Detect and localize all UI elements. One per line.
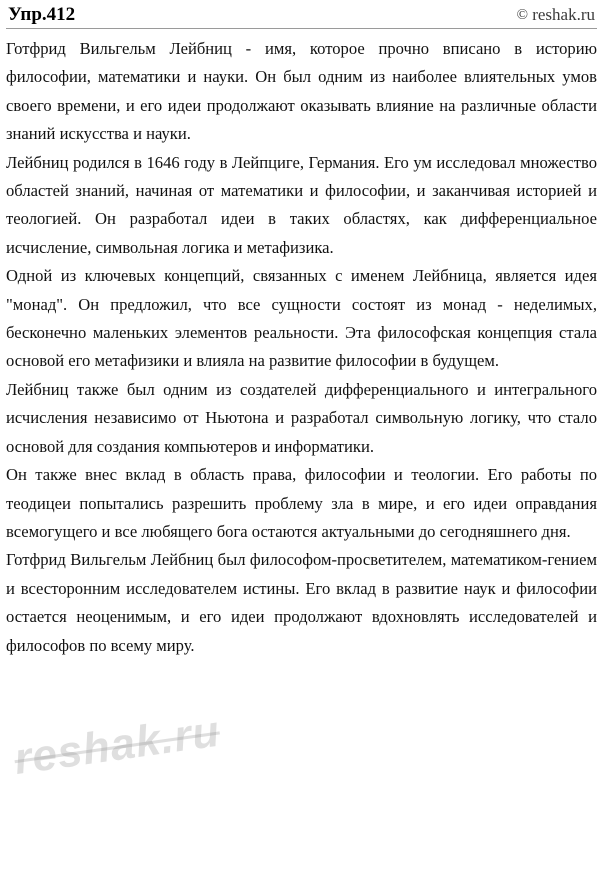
paragraph: Лейбниц родился в 1646 году в Лейпциге, Германия. Его ум исследовал множество областей знаний, начиная от математики и философии, и заканчивая историей и теологией. Он разработал идеи в таких областях, как дифференциальное исчисление, символьная логика и метафизика. — [6, 152, 597, 257]
page-header — [6, 4, 597, 29]
watermark — [11, 707, 223, 785]
paragraph: Он также внес вклад в область права, философии и теологии. Его работы по теодицеи попытались разрешить проблему зла в мире, и его идеи оправдания всемогущего и все любящего бога остаются актуальными до сегодняшнего дня. — [6, 465, 597, 541]
paragraph: Одной из ключевых концепций, связанных с именем Лейбница, является идея "монад". Он предложил, что все сущности состоят из монад - неделимых, бесконечно маленьких элементов реальности. Эта философская концепция стала основой его метафизики и влияла на развитие философии в будущем. — [6, 266, 597, 371]
site-brand-label: reshak.ru — [527, 5, 595, 24]
page-title: Упр.412 — [8, 4, 76, 25]
site-brand — [517, 5, 595, 25]
copyright-icon: © — [516, 7, 528, 23]
paragraph: Готфрид Вильгельм Лейбниц - имя, которое прочно вписано в историю философии, математики и науки. Он был одним из наиболее влиятельных умов своего времени, и его идеи продолжают оказывать влияние на различные области знаний искусства и науки. — [6, 39, 597, 144]
paragraph: Лейбниц также был одним из создателей дифференциального и интегрального исчисления независимо от Ньютона и разработал символьную логику, что стало основой для создания компьютеров и информатики. — [6, 379, 597, 456]
watermark-label: reshak.ru — [11, 706, 223, 785]
paragraph: Готфрид Вильгельм Лейбниц был философом-просветителем, математиком-гением и всесторонним исследователем истины. Его вклад в развитие наук и философии остается неоценимым, и его идеи продолжают вдохновлять исследователей и философов по всему миру. — [6, 550, 597, 655]
watermark-strike — [15, 731, 221, 763]
article-body — [6, 35, 597, 660]
